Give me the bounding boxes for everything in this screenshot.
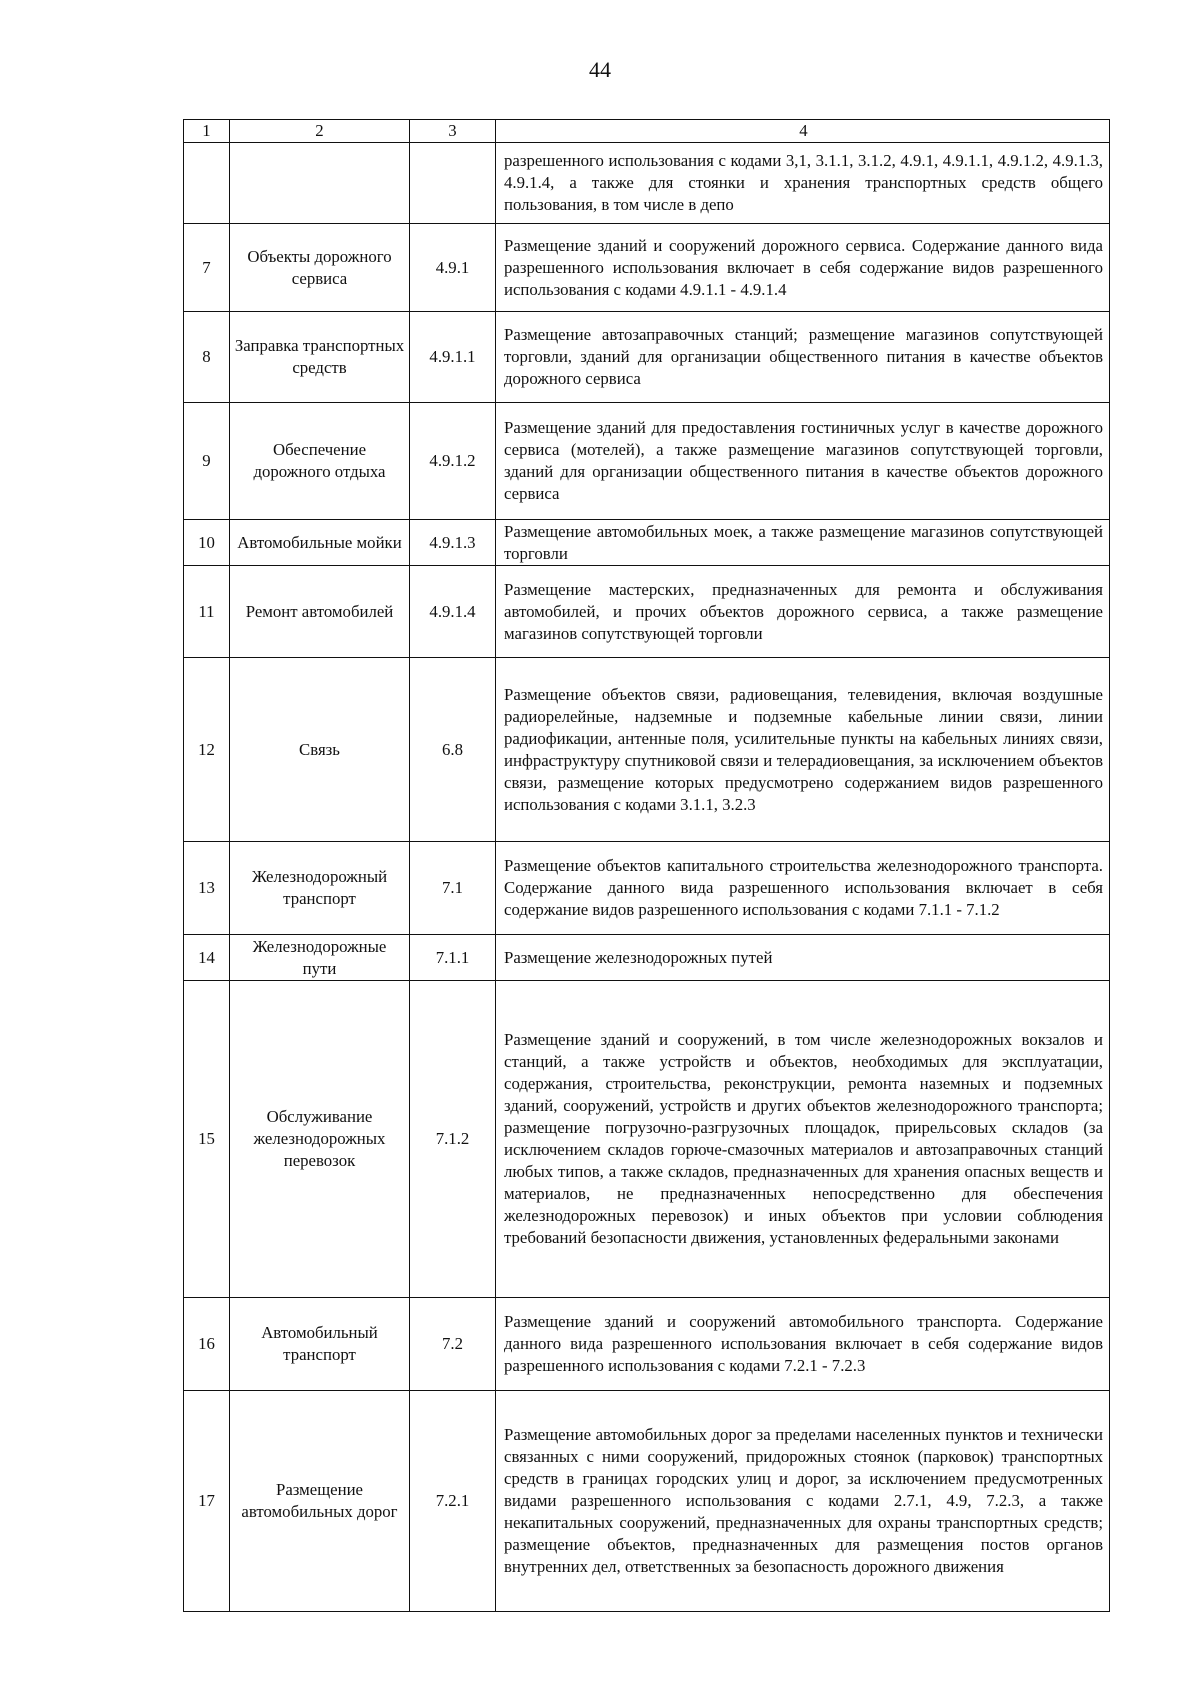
use-type-name: Ремонт автомобилей — [230, 566, 410, 658]
row-number: 17 — [184, 1391, 230, 1612]
row-number: 10 — [184, 520, 230, 566]
table-row — [184, 143, 1110, 224]
use-type-code: 4.9.1.4 — [410, 566, 496, 658]
row-number: 12 — [184, 658, 230, 842]
use-type-name — [230, 143, 410, 224]
table-header-row — [184, 120, 1110, 143]
use-type-code: 7.1.2 — [410, 981, 496, 1298]
table-row — [184, 658, 1110, 842]
header-col-4: 4 — [496, 120, 1110, 143]
use-type-code: 7.1 — [410, 842, 496, 935]
header-col-2: 2 — [230, 120, 410, 143]
table-row — [184, 312, 1110, 403]
use-type-code: 4.9.1 — [410, 224, 496, 312]
use-type-description: Размещение объектов связи, радиовещания, телевидения, включая воздушные радиорелейные, надземные и подземные кабельные линии связи, линии радиофикации, антенные поля, усилительные пункты на кабельных линиях связи, инфраструктуру спутниковой связи и телерадиовещания, за исключением объектов связи, размещение которых предусмотрено содержанием видов разрешенного использования с кодами 3.1.1, 3.2.3 — [496, 658, 1110, 842]
use-type-description: Размещение автозаправочных станций; размещение магазинов сопутствующей торговли, зданий для организации общественного питания в качестве объектов дорожного сервиса — [496, 312, 1110, 403]
table-row — [184, 224, 1110, 312]
use-type-description: разрешенного использования с кодами 3,1, 3.1.1, 3.1.2, 4.9.1, 4.9.1.1, 4.9.1.2, 4.9.1.3, 4.9.1.4, а также для стоянки и хранения транспортных средств общего пользования, в том числе в депо — [496, 143, 1110, 224]
row-number — [184, 143, 230, 224]
use-type-code: 7.1.1 — [410, 935, 496, 981]
use-type-name: Железнодорожные пути — [230, 935, 410, 981]
table-row — [184, 403, 1110, 520]
header-col-1: 1 — [184, 120, 230, 143]
row-number: 11 — [184, 566, 230, 658]
use-type-code: 6.8 — [410, 658, 496, 842]
use-type-name: Железнодорожный транспорт — [230, 842, 410, 935]
row-number: 15 — [184, 981, 230, 1298]
use-type-description: Размещение зданий и сооружений автомобильного транспорта. Содержание данного вида разрешенного использования включает в себя содержание видов разрешенного использования с кодами 7.2.1 - 7.2.3 — [496, 1298, 1110, 1391]
use-type-name: Объекты дорожного сервиса — [230, 224, 410, 312]
use-type-code: 4.9.1.3 — [410, 520, 496, 566]
use-type-name: Автомобильные мойки — [230, 520, 410, 566]
table-row — [184, 1298, 1110, 1391]
use-type-name: Связь — [230, 658, 410, 842]
land-use-table — [183, 119, 1110, 1612]
table-row — [184, 520, 1110, 566]
use-type-code: 4.9.1.2 — [410, 403, 496, 520]
table-row — [184, 566, 1110, 658]
use-type-description: Размещение мастерских, предназначенных для ремонта и обслуживания автомобилей, и прочих объектов дорожного сервиса, а также размещение магазинов сопутствующей торговли — [496, 566, 1110, 658]
table-row — [184, 842, 1110, 935]
use-type-description: Размещение зданий для предоставления гостиничных услуг в качестве дорожного сервиса (мотелей), а также размещение магазинов сопутствующей торговли, зданий для организации общественного питания в качестве объектов дорожного сервиса — [496, 403, 1110, 520]
use-type-description: Размещение зданий и сооружений дорожного сервиса. Содержание данного вида разрешенного использования включает в себя содержание видов разрешенного использования с кодами 4.9.1.1 - 4.9.1.4 — [496, 224, 1110, 312]
use-type-name: Обеспечение дорожного отдыха — [230, 403, 410, 520]
table-row — [184, 1391, 1110, 1612]
table-row — [184, 935, 1110, 981]
row-number: 7 — [184, 224, 230, 312]
use-type-name: Размещение автомобильных дорог — [230, 1391, 410, 1612]
table-row — [184, 981, 1110, 1298]
row-number: 9 — [184, 403, 230, 520]
use-type-code — [410, 143, 496, 224]
use-type-code: 7.2 — [410, 1298, 496, 1391]
use-type-code: 7.2.1 — [410, 1391, 496, 1612]
use-type-description: Размещение автомобильных дорог за пределами населенных пунктов и технически связанных с ними сооружений, придорожных стоянок (парковок) транспортных средств в границах городских улиц и дорог, за исключением предусмотренных видами разрешенного использования с кодами 2.7.1, 4.9, 7.2.3, а также некапитальных сооружений, предназначенных для охраны транспортных средств; размещение объектов, предназначенных для размещения постов органов внутренних дел, ответственных за безопасность дорожного движения — [496, 1391, 1110, 1612]
row-number: 8 — [184, 312, 230, 403]
row-number: 14 — [184, 935, 230, 981]
use-type-description: Размещение автомобильных моек, а также размещение магазинов сопутствующей торговли — [496, 520, 1110, 566]
use-type-description: Размещение объектов капитального строительства железнодорожного транспорта. Содержание данного вида разрешенного использования включает в себя содержание видов разрешенного использования с кодами 7.1.1 - 7.1.2 — [496, 842, 1110, 935]
row-number: 16 — [184, 1298, 230, 1391]
use-type-name: Обслуживание железнодорожных перевозок — [230, 981, 410, 1298]
use-type-code: 4.9.1.1 — [410, 312, 496, 403]
use-type-name: Автомобильный транспорт — [230, 1298, 410, 1391]
use-type-name: Заправка транспортных средств — [230, 312, 410, 403]
page-number: 44 — [589, 57, 611, 82]
header-col-3: 3 — [410, 120, 496, 143]
use-type-description: Размещение железнодорожных путей — [496, 935, 1110, 981]
use-type-description: Размещение зданий и сооружений, в том числе железнодорожных вокзалов и станций, а также устройств и объектов, необходимых для эксплуатации, содержания, строительства, реконструкции, ремонта наземных и подземных зданий, сооружений, устройств и других объектов железнодорожного транспорта; размещение погрузочно-разгрузочных площадок, прирельсовых складов (за исключением складов горюче-смазочных материалов и автозаправочных станций любых типов, а также складов, предназначенных для хранения опасных веществ и материалов, не предназначенных непосредственно для обеспечения железнодорожных перевозок) и иных объектов при условии соблюдения требований безопасности движения, установленных федеральными законами — [496, 981, 1110, 1298]
row-number: 13 — [184, 842, 230, 935]
